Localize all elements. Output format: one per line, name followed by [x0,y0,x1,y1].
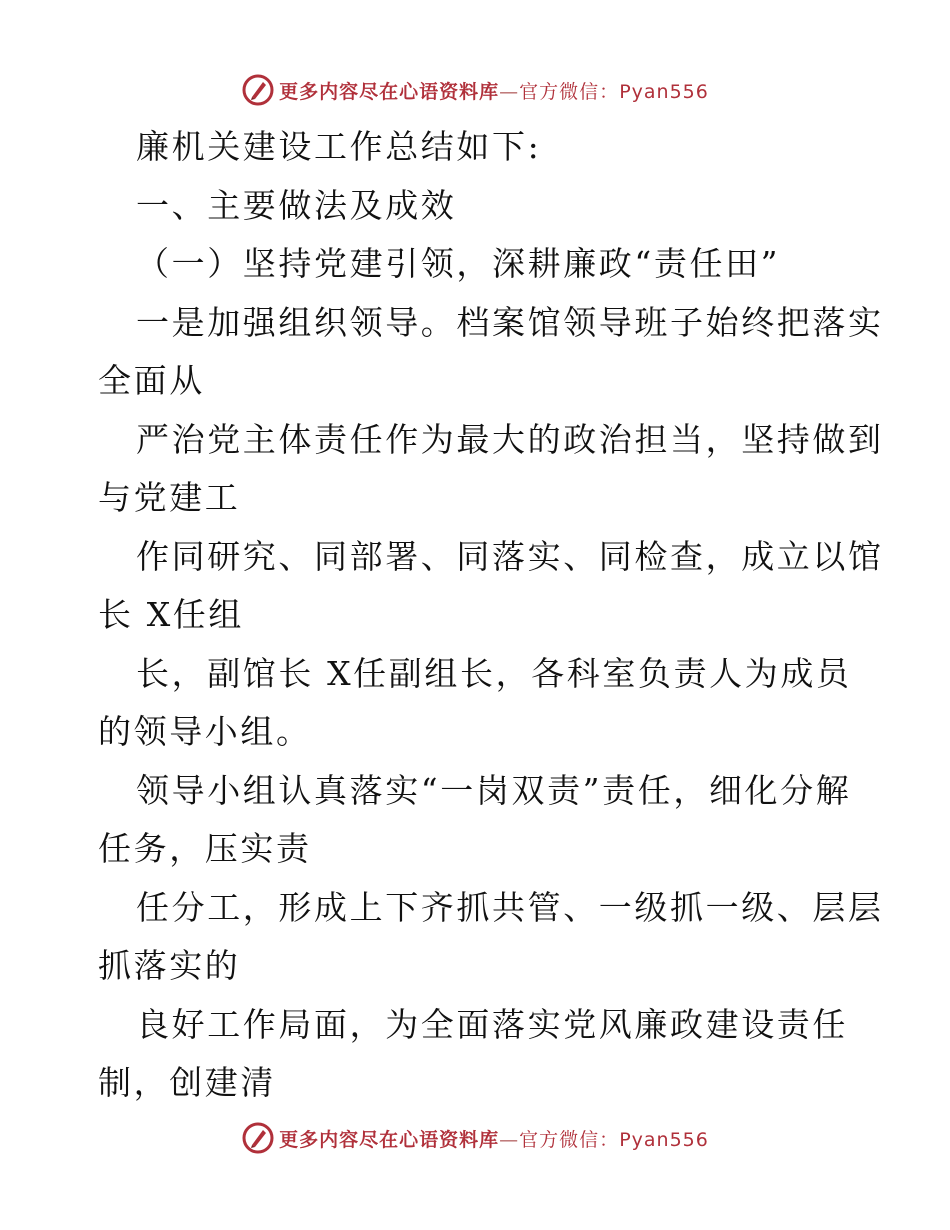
watermark-id: Pyan556 [619,1128,709,1151]
section-heading: 一、主要做法及成效 [136,185,457,225]
pen-circle-icon [241,1121,275,1155]
watermark-dash: — [499,1128,520,1151]
text-line: 良好工作局面，为全面落实党风廉政建设责任 [136,1004,848,1044]
watermark-text [279,1125,709,1152]
watermark-colon: ： [599,80,620,103]
header-watermark [0,70,950,110]
text-line: 严治党主体责任作为最大的政治担当，坚持做到 [136,419,884,459]
text-line: 廉机关建设工作总结如下: [136,127,542,166]
subsection-heading: （一）坚持党建引领，深耕廉政“责任田” [136,244,781,283]
footer-watermark [0,1118,950,1158]
document-body [98,118,884,1113]
text-line: 任分工，形成上下齐抓共管、一级抓一级、层层 [136,887,884,927]
text-line: 与党建工 [98,478,241,517]
watermark-id: Pyan556 [619,80,709,103]
watermark-dash: — [499,80,520,103]
watermark-text [279,77,709,104]
text-line: 的领导小组。 [98,712,312,751]
watermark-brand: 更多内容尽在心语资料库 [279,80,500,103]
watermark-official: 官方微信 [519,1128,600,1151]
text-line: 制，创建清 [98,1063,276,1102]
watermark-colon: ： [599,1128,620,1151]
text-line: 作同研究、同部署、同落实、同检查，成立以馆 [136,536,884,576]
pen-circle-icon [241,73,275,107]
text-line: 全面从 [98,361,205,400]
text-line: 抓落实的 [98,946,241,985]
text-line: 任务，压实责 [98,829,312,868]
text-line: 一是加强组织领导。档案馆领导班子始终把落实 [136,302,884,342]
watermark-brand: 更多内容尽在心语资料库 [279,1128,500,1151]
watermark-official: 官方微信 [519,80,600,103]
text-line: 长，副馆长 X任副组长，各科室负责人为成员 [136,653,852,693]
text-line: 长 X任组 [98,595,244,634]
text-line: 领导小组认真落实“一岗双责”责任，细化分解 [136,770,852,810]
